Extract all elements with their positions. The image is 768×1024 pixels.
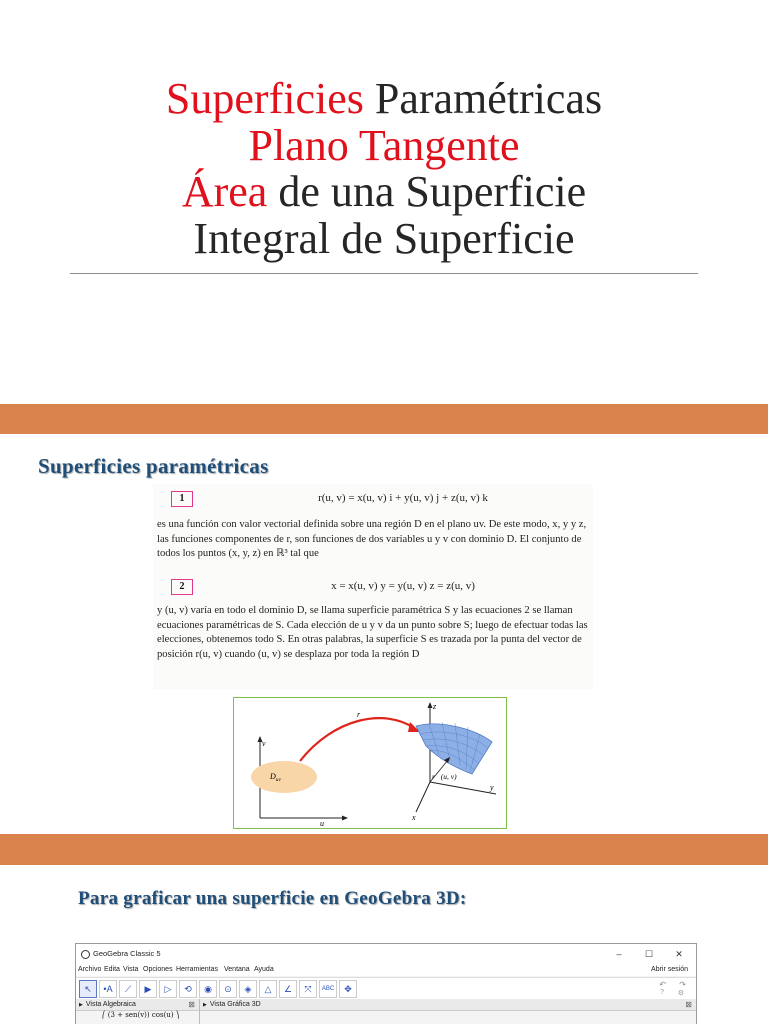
v-axis-label: v [262, 739, 266, 748]
close-panel-icon[interactable]: ⊠ [188, 1000, 195, 1009]
pyramid-tool[interactable]: ◈ [239, 980, 257, 998]
reflect-tool[interactable]: ⤧ [299, 980, 317, 998]
move-view-tool[interactable]: ✥ [339, 980, 357, 998]
menu-opciones[interactable]: Opciones [143, 966, 173, 973]
slide-geogebra [0, 865, 768, 1024]
algebra-view-title: Vista Algebraica [85, 1001, 136, 1008]
title-line-3 [60, 169, 708, 216]
textbook-excerpt [153, 484, 593, 689]
undo-icon[interactable]: ↶ [659, 980, 666, 989]
title-line-1-highlight: Superficies [165, 74, 364, 123]
graphics-3d-view-title: Vista Gráfica 3D [209, 1001, 261, 1008]
mapping-arrow [300, 718, 414, 761]
collapse-arrow-icon[interactable]: ▶ [79, 1002, 83, 1008]
circle-tool[interactable]: ⟲ [179, 980, 197, 998]
x-axis-label: x [412, 813, 416, 822]
move-tool[interactable]: ↖ [79, 980, 97, 998]
z-axis-label: z [433, 702, 437, 711]
parametric-mapping-diagram [233, 697, 507, 829]
x-axis [416, 782, 430, 812]
redo-icon[interactable]: ↷ [679, 980, 686, 989]
minimize-icon[interactable]: – [616, 949, 622, 959]
angle-tool[interactable]: ∠ [279, 980, 297, 998]
menu-ventana[interactable]: Ventana [224, 966, 250, 973]
point-tool[interactable]: •A [99, 980, 117, 998]
title-line-2 [60, 120, 708, 170]
y-axis [430, 782, 496, 794]
close-icon[interactable]: ✕ [675, 949, 683, 959]
title-line-4-rest: Integral de Superficie [193, 213, 575, 263]
slide-title [0, 0, 768, 404]
window-title: GeoGebra Classic 5 [93, 949, 161, 958]
plane-tool[interactable]: ⊙ [219, 980, 237, 998]
equation-number: 1 [171, 491, 193, 507]
menu-bar [76, 964, 696, 976]
domain-label: $D_{uv}$ [270, 772, 281, 783]
geogebra-logo-icon [81, 950, 90, 959]
view-panels [76, 999, 696, 1024]
algebra-expression[interactable]: ⎛ (3 + sen(v)) cos(u) ⎞ [102, 1011, 180, 1019]
expression-text: (3 + sen(v)) cos(u) [107, 1011, 174, 1019]
title-line-1 [60, 76, 708, 123]
slide-separator-bar [0, 834, 768, 865]
menu-ayuda[interactable]: Ayuda [254, 966, 274, 973]
domain-region [251, 761, 317, 793]
signin-link[interactable]: Abrir sesión [651, 966, 688, 973]
polygon-tool[interactable]: ▷ [159, 980, 177, 998]
close-panel-icon[interactable]: ⊠ [685, 1000, 692, 1009]
perpendicular-tool[interactable]: ▶ [139, 980, 157, 998]
title-line-3-highlight: Área [181, 167, 268, 216]
paragraph-1: es una función con valor vectorial definida sobre una región D en el plano uv. De este modo, x, y y z, las funciones componentes de r, son funciones de dos variables u y v con dominio D. El conjunto de todos los puntos (x, y, z) en ℝ³ tal que [157, 519, 587, 560]
line-tool[interactable]: ⟋ [119, 980, 137, 998]
mapping-label: r⃗ [357, 710, 367, 719]
toolbar [76, 977, 696, 1000]
diagram-svg [234, 698, 506, 828]
slide-heading: Superficies paramétricas [38, 454, 269, 478]
graphics-3d-view-header[interactable] [200, 999, 696, 1011]
collapse-arrow-icon[interactable]: ▶ [203, 1002, 207, 1008]
slide-parametric-surfaces [0, 434, 768, 834]
title-line-2-highlight: Plano Tangente [248, 120, 520, 170]
title-divider [70, 273, 698, 274]
u-axis-label: u [320, 819, 324, 828]
text-tool[interactable]: ABC [319, 980, 337, 998]
equation-text: x = x(u, v) y = y(u, v) z = z(u, v) [331, 580, 475, 592]
equation-2 [153, 578, 593, 596]
menu-archivo[interactable]: Archivo [78, 966, 102, 973]
y-axis-label: y [490, 783, 494, 792]
gear-icon[interactable]: ⚙ [677, 990, 684, 997]
menu-edita[interactable]: Edita [104, 966, 120, 973]
equation-number: 2 [171, 579, 193, 595]
geogebra-window [75, 943, 697, 1024]
paragraph-2: y (u, v) varía en todo el dominio D, se llama superficie paramétrica S y las ecuaciones 2 se llaman ecuaciones paramétricas de S. Cada elección de u y v da un punto sobre S; luego de efectuar todas las elecciones, obtenemos todo S. En otras palabras, la superficie S es trazada por la punta del vector de posición r(u, v) cuando (u, v) se desplaza por toda la región D [157, 605, 588, 661]
title-line-4 [60, 213, 708, 263]
maximize-icon[interactable]: ☐ [644, 949, 654, 959]
position-vector-label: r⃗(u, v) [432, 772, 457, 781]
intersect-tool[interactable]: ◉ [199, 980, 217, 998]
slide-title-text [60, 76, 708, 262]
window-titlebar [76, 944, 696, 964]
menu-vista[interactable]: Vista [123, 966, 139, 973]
equation-text: r(u, v) = x(u, v) i + y(u, v) j + z(u, v) k [318, 492, 488, 504]
sphere-tool[interactable]: △ [259, 980, 277, 998]
algebra-view-header[interactable] [76, 999, 199, 1011]
menu-herramientas[interactable]: Herramientas [176, 966, 219, 973]
slide-heading: Para graficar una superficie en GeoGebra 3D: [78, 888, 467, 909]
help-icon[interactable]: ? [660, 989, 664, 996]
title-line-3-rest: de una Superficie [267, 167, 587, 216]
u-axis-arrow [342, 816, 348, 821]
title-line-1-rest: Paramétricas [363, 74, 603, 123]
equation-1 [153, 490, 593, 508]
slide-separator-bar [0, 404, 768, 434]
z-axis-arrow [428, 702, 433, 708]
